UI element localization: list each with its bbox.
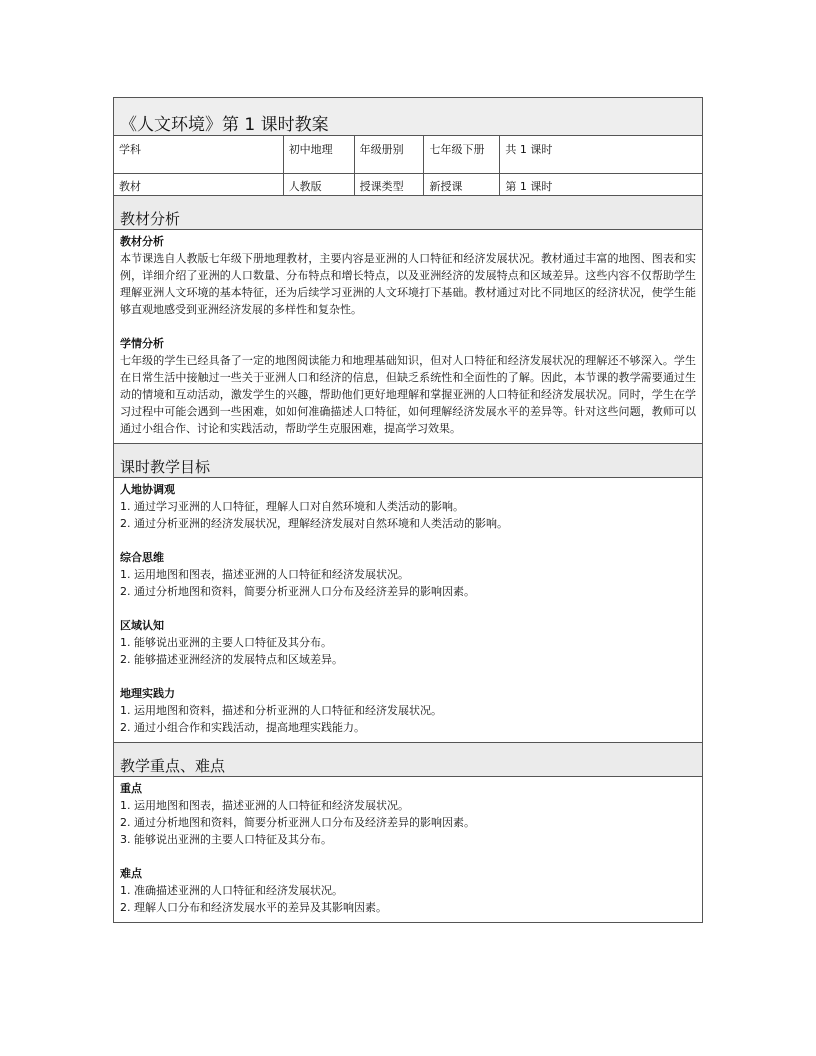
subject-label: 学科 [114,136,284,174]
analysis-heading: 教材分析 [114,196,703,230]
total-periods: 共 1 课时 [500,136,703,174]
meta-row-1 [114,136,703,174]
learner-analysis-title: 学情分析 [120,337,164,350]
keypoints-body [114,777,703,923]
objective-group-title: 地理实践力 [120,687,175,700]
lesson-plan-table [113,97,703,923]
grade-value: 七年级下册 [424,136,500,174]
objective-item: 1. 能够说出亚洲的主要人口特征及其分布。 [120,636,332,649]
analysis-body [114,230,703,444]
subject-value: 初中地理 [283,136,354,174]
objective-group-title: 区域认知 [120,619,164,632]
objectives-body [114,478,703,743]
objectives-heading: 课时教学目标 [114,444,703,478]
objective-group-title: 人地协调观 [120,483,175,496]
objective-item: 2. 通过分析亚洲的经济发展状况，理解经济发展对自然环境和人类活动的影响。 [120,517,508,530]
difficulty-item: 1. 准确描述亚洲的人口特征和经济发展状况。 [120,884,343,897]
objective-item: 2. 通过小组合作和实践活动，提高地理实践能力。 [120,721,365,734]
period-number: 第 1 课时 [500,174,703,196]
lesson-type-label: 授课类型 [354,174,424,196]
lesson-type-value: 新授课 [424,174,500,196]
textbook-label: 教材 [114,174,284,196]
textbook-analysis-text: 本节课选自人教版七年级下册地理教材，主要内容是亚洲的人口特征和经济发展状况。教材通过丰富的地图、图表和实例，详细介绍了亚洲的人口数量、分布特点和增长特点，以及亚洲经济的发展特点和区域差异。这些内容不仅帮助学生理解亚洲人文环境的基本特征，还为后续学习亚洲的人文环境打下基础。教材通过对比不同地区的经济状况，使学生能够直观地感受到亚洲经济发展的多样性和复杂性。 [120,252,696,316]
objective-group-title: 综合思维 [120,551,164,564]
keypoints-group-title: 重点 [120,782,142,795]
objective-item: 1. 运用地图和资料，描述和分析亚洲的人口特征和经济发展状况。 [120,704,442,717]
keypoint-item: 3. 能够说出亚洲的主要人口特征及其分布。 [120,833,332,846]
textbook-analysis-title: 教材分析 [120,235,164,248]
grade-label: 年级册别 [354,136,424,174]
objective-item: 2. 通过分析地图和资料，简要分析亚洲人口分布及经济差异的影响因素。 [120,585,475,598]
meta-row-2 [114,174,703,196]
objective-item: 1. 通过学习亚洲的人口特征，理解人口对自然环境和人类活动的影响。 [120,500,464,513]
document-title: 《人文环境》第 1 课时教案 [114,98,703,136]
difficulties-group-title: 难点 [120,867,142,880]
objective-item: 2. 能够描述亚洲经济的发展特点和区域差异。 [120,653,343,666]
learner-analysis-text: 七年级的学生已经具备了一定的地图阅读能力和地理基础知识，但对人口特征和经济发展状况的理解还不够深入。学生在日常生活中接触过一些关于亚洲人口和经济的信息，但缺乏系统性和全面性的了解。因此，本节课的教学需要通过生动的情境和互动活动，激发学生的兴趣，帮助他们更好地理解和掌握亚洲的人口特征和经济发展状况。同时，学生在学习过程中可能会遇到一些困难，如如何准确描述人口特征，如何理解经济发展水平的差异等。针对这些问题，教师可以通过小组合作、讨论和实践活动，帮助学生克服困难，提高学习效果。 [120,354,696,435]
keypoint-item: 1. 运用地图和图表，描述亚洲的人口特征和经济发展状况。 [120,799,409,812]
keypoints-heading: 教学重点、难点 [114,743,703,777]
keypoint-item: 2. 通过分析地图和资料，简要分析亚洲人口分布及经济差异的影响因素。 [120,816,475,829]
textbook-value: 人教版 [283,174,354,196]
objective-item: 1. 运用地图和图表，描述亚洲的人口特征和经济发展状况。 [120,568,409,581]
difficulty-item: 2. 理解人口分布和经济发展水平的差异及其影响因素。 [120,901,387,914]
